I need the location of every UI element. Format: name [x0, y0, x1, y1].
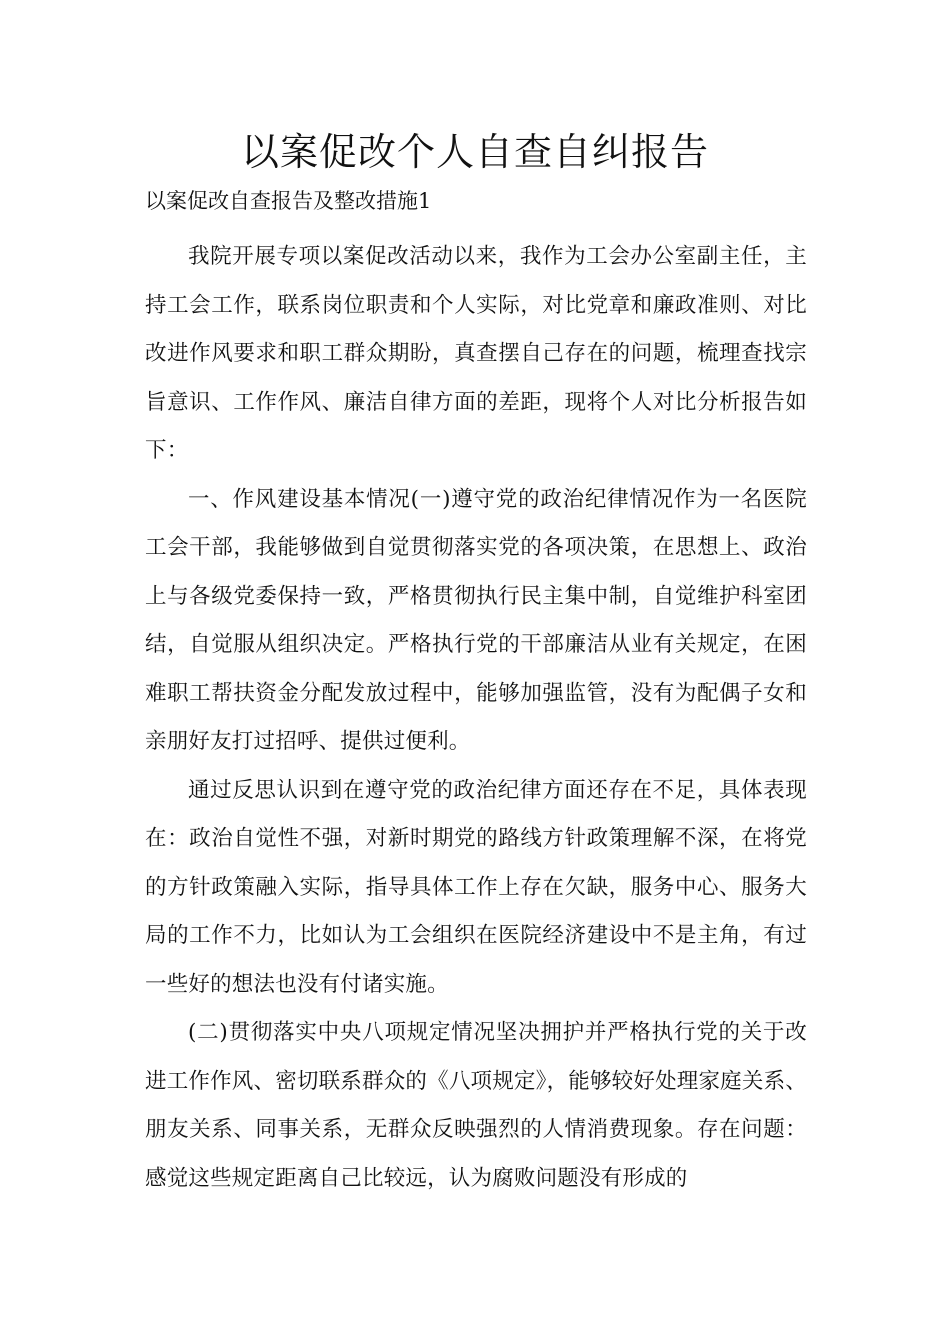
- paragraph-political-discipline: 一、作风建设基本情况(一)遵守党的政治纪律情况作为一名医院工会干部，我能够做到自觉贯彻落实党的各项决策，在思想上、政治上与各级党委保持一致，严格贯彻执行民主集中制，自觉维护科室团结，自觉服从组织决定。严格执行党的干部廉洁从业有关规定，在困难职工帮扶资金分配发放过程中，能够加强监管，没有为配偶子女和亲朋好友打过招呼、提供过便利。: [145, 486, 807, 754]
- document-subtitle: 以案促改自查报告及整改措施1: [145, 189, 432, 213]
- document-title: 以案促改个人自查自纠报告: [240, 130, 709, 174]
- paragraph-intro: 我院开展专项以案促改活动以来，我作为工会办公室副主任，主持工会工作，联系岗位职责和个人实际，对比党章和廉政准则、对比改进作风要求和职工群众期盼，真查摆自己存在的问题，梳理查找宗旨意识、工作作风、廉洁自律方面的差距，现将个人对比分析报告如下：: [145, 244, 807, 463]
- paragraph-eight-rules: (二)贯彻落实中央八项规定情况坚决拥护并严格执行党的关于改进工作作风、密切联系群众的《八项规定》，能够较好处理家庭关系、朋友关系、同事关系，无群众反映强烈的人情消费现象。存在问题：感觉这些规定距离自己比较远，认为腐败问题没有形成的: [145, 1020, 807, 1191]
- document-body: [145, 233, 807, 1203]
- paragraph-reflection: 通过反思认识到在遵守党的政治纪律方面还存在不足，具体表现在：政治自觉性不强，对新时期党的路线方针政策理解不深，在将党的方针政策融入实际，指导具体工作上存在欠缺，服务中心、服务大局的工作不力，比如认为工会组织在医院经济建设中不是主角，有过一些好的想法也没有付诸实施。: [145, 777, 807, 997]
